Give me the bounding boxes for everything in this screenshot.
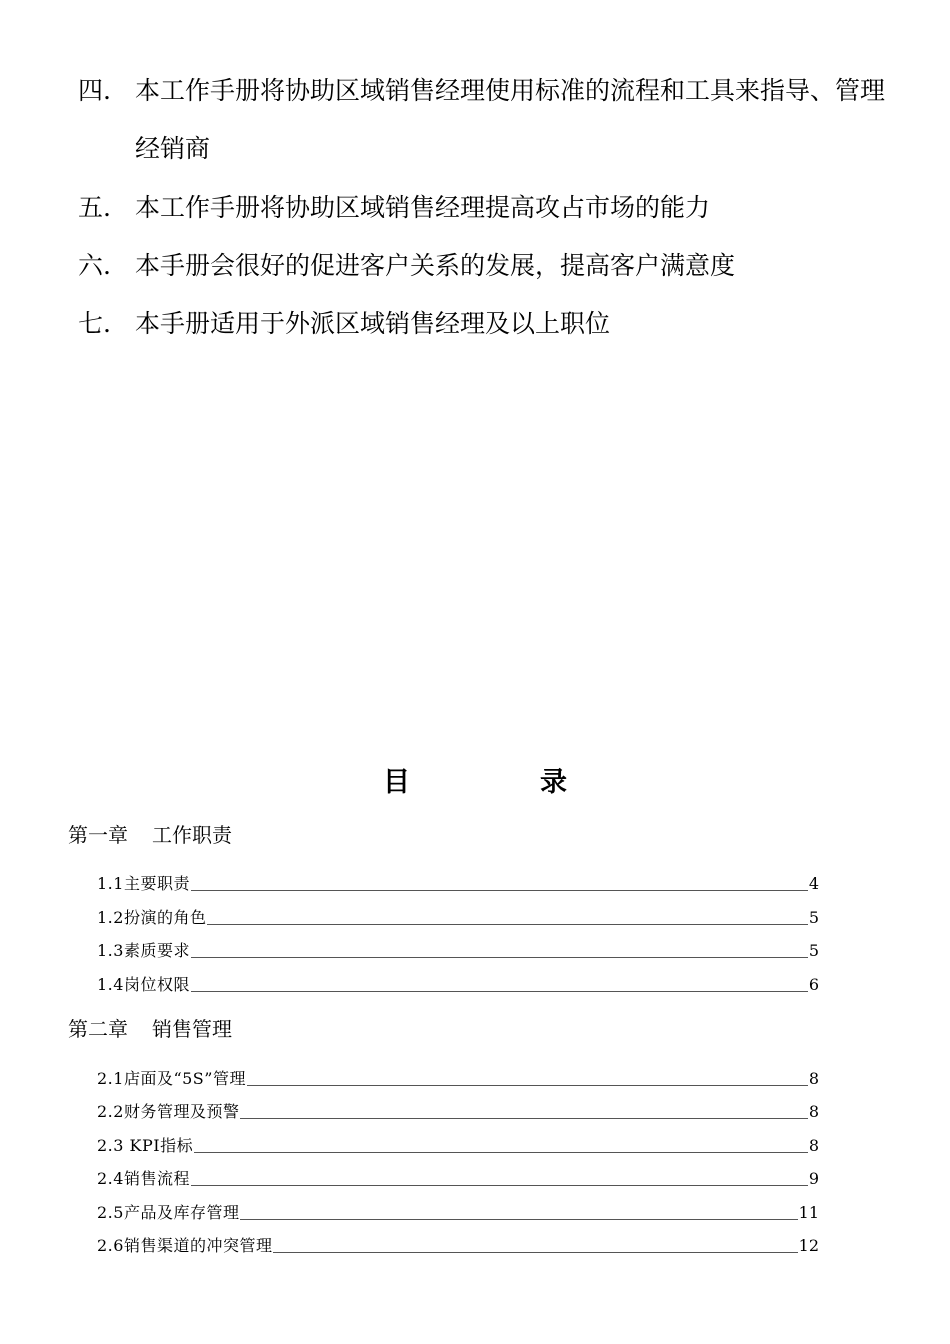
toc-entry-label: 1.1主要职责 bbox=[97, 874, 190, 893]
toc-entry-page: 12 bbox=[798, 1236, 819, 1255]
toc-entry[interactable] bbox=[97, 1199, 819, 1223]
toc-entry-page: 11 bbox=[798, 1203, 819, 1222]
point-text: 本工作手册将协助区域销售经理使用标准的流程和工具来指导、管理经销商 bbox=[135, 76, 886, 163]
toc-entry-label: 2.5产品及库存管理 bbox=[97, 1203, 240, 1222]
toc-leader-line bbox=[191, 957, 808, 958]
chapter-label: 第一章 bbox=[68, 823, 128, 847]
toc-entry[interactable] bbox=[97, 1232, 819, 1256]
toc-entry-page: 8 bbox=[808, 1136, 819, 1155]
toc-leader-line bbox=[194, 1152, 808, 1153]
toc-entry[interactable] bbox=[97, 904, 819, 928]
chapter-title: 工作职责 bbox=[152, 823, 232, 847]
point-text: 本手册会很好的促进客户关系的发展，提高客户满意度 bbox=[135, 251, 736, 280]
toc-leader-line bbox=[191, 1185, 808, 1186]
point-item bbox=[78, 179, 898, 237]
point-text: 本工作手册将协助区域销售经理提高攻占市场的能力 bbox=[135, 193, 711, 222]
toc-leader-line bbox=[247, 1085, 808, 1086]
toc-entry-label: 1.3素质要求 bbox=[97, 941, 190, 960]
point-item bbox=[78, 295, 898, 353]
chapter-title: 销售管理 bbox=[152, 1017, 232, 1041]
toc-entry-page: 5 bbox=[808, 908, 819, 927]
toc-entry-label: 2.4销售流程 bbox=[97, 1169, 190, 1188]
toc-entry-label: 2.3 KPI指标 bbox=[97, 1136, 194, 1155]
toc-entry[interactable] bbox=[97, 1098, 819, 1122]
toc-entry-label: 1.2扮演的角色 bbox=[97, 908, 207, 927]
toc-entry-page: 8 bbox=[808, 1102, 819, 1121]
toc-chapter-heading[interactable] bbox=[68, 821, 232, 849]
point-item bbox=[78, 62, 898, 178]
toc-title bbox=[0, 760, 950, 799]
toc-entry[interactable] bbox=[97, 1065, 819, 1089]
point-text: 本手册适用于外派区域销售经理及以上职位 bbox=[135, 309, 611, 338]
toc-leader-line bbox=[273, 1252, 797, 1253]
toc-entry[interactable] bbox=[97, 870, 819, 894]
toc-leader-line bbox=[240, 1219, 797, 1220]
point-number: 四. bbox=[78, 76, 111, 105]
toc-entry-label: 1.4岗位权限 bbox=[97, 975, 190, 994]
toc-entry[interactable] bbox=[97, 937, 819, 961]
toc-entry-page: 6 bbox=[808, 975, 819, 994]
point-number: 六. bbox=[78, 251, 111, 280]
point-item bbox=[78, 237, 898, 295]
toc-leader-line bbox=[191, 890, 808, 891]
toc-entry-page: 5 bbox=[808, 941, 819, 960]
toc-chapter-heading[interactable] bbox=[68, 1015, 232, 1043]
toc-entry[interactable] bbox=[97, 971, 819, 995]
chapter-label: 第二章 bbox=[68, 1017, 128, 1041]
point-number: 七. bbox=[78, 309, 111, 338]
toc-leader-line bbox=[207, 924, 807, 925]
toc-entry-label: 2.2财务管理及预警 bbox=[97, 1102, 240, 1121]
toc-leader-line bbox=[240, 1118, 807, 1119]
toc-entry-page: 9 bbox=[808, 1169, 819, 1188]
toc-title-left: 目 bbox=[383, 767, 410, 798]
toc-entry-page: 4 bbox=[808, 874, 819, 893]
toc-entry-page: 8 bbox=[808, 1069, 819, 1088]
point-number: 五. bbox=[78, 193, 111, 222]
toc-entry[interactable] bbox=[97, 1165, 819, 1189]
toc-entry[interactable] bbox=[97, 1132, 819, 1156]
toc-entry-label: 2.1店面及“5S”管理 bbox=[97, 1069, 246, 1088]
toc-entry-label: 2.6销售渠道的冲突管理 bbox=[97, 1236, 273, 1255]
toc-title-right: 录 bbox=[540, 767, 567, 798]
toc-leader-line bbox=[191, 991, 808, 992]
